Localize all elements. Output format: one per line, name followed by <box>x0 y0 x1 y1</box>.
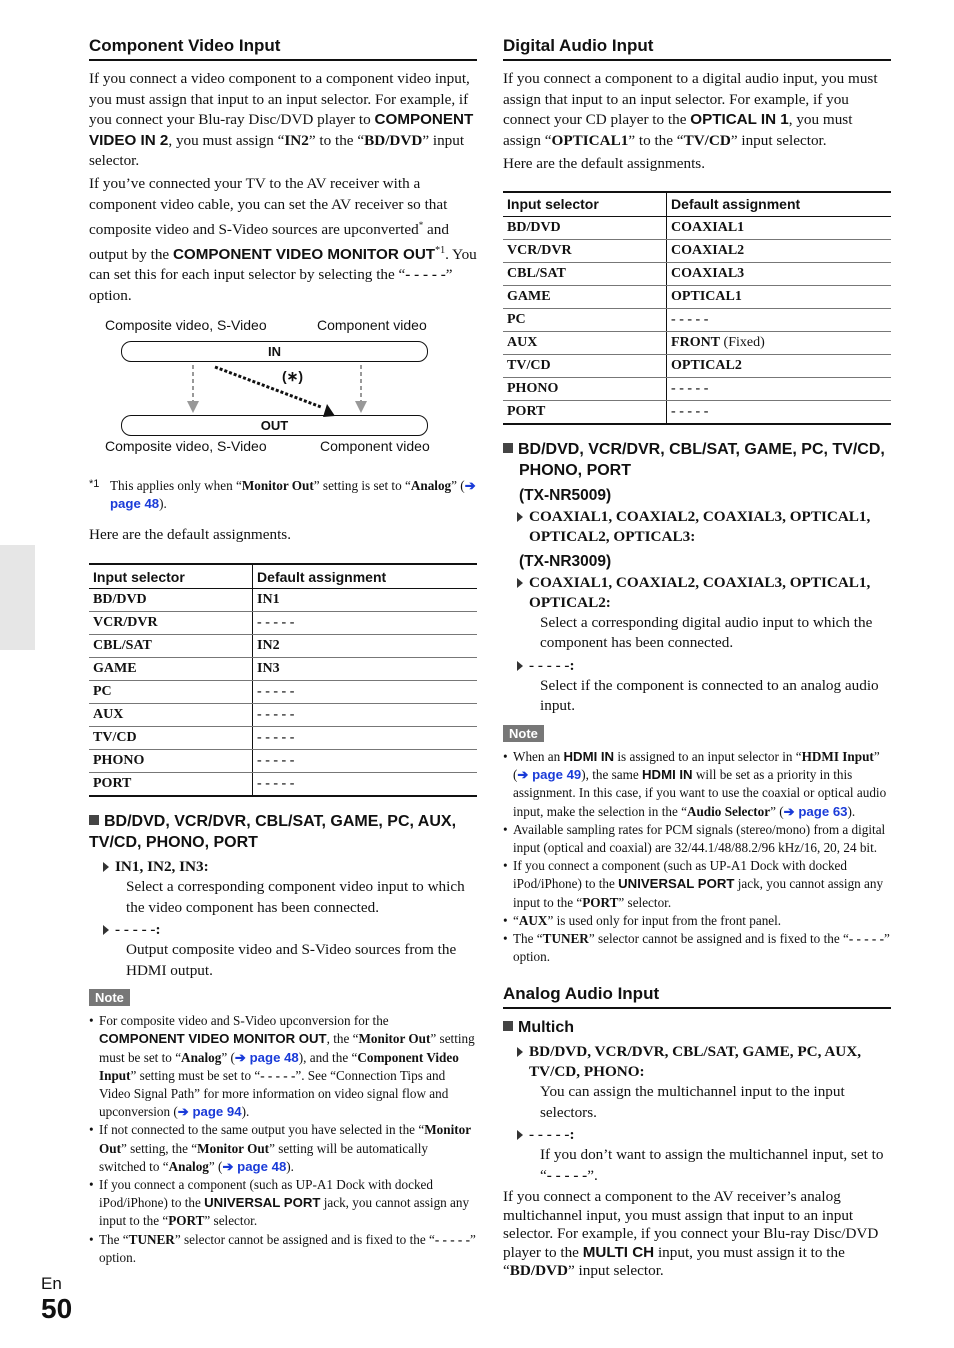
component-video-heading: Component Video Input <box>89 36 477 61</box>
table-row: GAME IN3 <box>89 658 477 681</box>
table-row: BD/DVD COAXIAL1 <box>503 216 891 239</box>
table-row: PORT - - - - - <box>89 773 477 797</box>
diagram-out-bar: OUT <box>121 415 428 436</box>
table-row: PC - - - - - <box>89 681 477 704</box>
footnote-1: *1 This applies only when “Monitor Out” setting is set to “Analog” (➔ page 48). <box>89 477 476 511</box>
page-49-link[interactable]: ➔ page 49 <box>517 767 582 783</box>
digital-audio-intro: If you connect a component to a digital audio input, you must assign that input to an input selector. For example, if you connect your CD player to the OPTICAL IN 1, you must assign “OPTICAL1” to the “TV/CD” input selector. <box>503 70 878 149</box>
note-badge: Note <box>89 989 130 1006</box>
diagram-upconvert-star: (∗) <box>282 367 304 384</box>
diagram-top-left-label: Composite video, S-Video <box>105 316 267 333</box>
table-row: TV/CD OPTICAL2 <box>503 354 891 377</box>
table-header: Input selector <box>89 564 253 589</box>
language-label: En <box>41 1274 62 1293</box>
note-item: • For composite video and S-Video upconversion for the COMPONENT VIDEO MONITOR OUT, the “Monitor Out” setting must be set to “Analog” (➔ page 48), and the “Component Video Input” setting must be set to “- - - - -”. See “Connection Tips and Video Signal Path” for more information on video signal flow and upconversion (➔ page 94). <box>89 1012 477 1121</box>
diagram-top-right-label: Component video <box>317 316 427 333</box>
page-63-link[interactable]: ➔ page 63 <box>783 803 848 819</box>
table-row: PC - - - - - <box>503 308 891 331</box>
option-multich-selectors: BD/DVD, VCR/DVR, CBL/SAT, GAME, PC, AUX, TV/CD, PHONO: <box>513 1042 891 1082</box>
table-row: VCR/DVR - - - - - <box>89 612 477 635</box>
page-48-link[interactable]: ➔ page 48 <box>110 477 476 511</box>
note-badge: Note <box>503 725 544 742</box>
page-48-link[interactable]: ➔ page 48 <box>234 1049 299 1065</box>
option-none: - - - - -: <box>99 920 477 940</box>
component-video-intro: If you connect a video component to a component video input, you must assign that input to an input selector. For example, if you connect your Blu-ray Disc/DVD player to COMPONENT VIDEO IN 2, you must assign “IN2” to the “BD/DVD” input selector. <box>89 70 474 170</box>
right-column <box>503 36 891 1283</box>
table-row: BD/DVD IN1 <box>89 589 477 612</box>
table-row: PHONO - - - - - <box>89 750 477 773</box>
note-item: • The “TUNER” selector cannot be assigned and is fixed to the “- - - - -” option. <box>503 930 891 966</box>
multich-section-title: Multich <box>503 1017 891 1038</box>
option-none: - - - - -: <box>513 1125 891 1145</box>
left-column <box>89 36 477 1267</box>
digital-audio-defaults-table <box>503 191 891 425</box>
table-row: PORT - - - - - <box>503 400 891 424</box>
diagram-bottom-left-label: Composite video, S-Video <box>105 437 267 454</box>
table-row: AUX - - - - - <box>89 704 477 727</box>
option-none-description: Output composite video and S-Video sources from the HDMI output. <box>126 941 457 979</box>
diagram-bottom-right-label: Component video <box>320 437 430 454</box>
component-selector-section-title: BD/DVD, VCR/DVR, CBL/SAT, GAME, PC, AUX, TV/CD, PHONO, PORT <box>89 813 457 852</box>
option-in-description: Select a corresponding component video input to which the video component has been connected. <box>126 878 465 916</box>
option-multich-description: You can assign the multichannel input to the input selectors. <box>540 1083 845 1121</box>
component-default-intro: Here are the default assignments. <box>89 525 291 543</box>
square-bullet-icon <box>503 1021 513 1031</box>
table-row: GAME OPTICAL1 <box>503 285 891 308</box>
digital-default-intro: Here are the default assignments. <box>503 155 705 173</box>
option-none: - - - - -: <box>513 656 891 676</box>
table-header: Default assignment <box>667 192 891 217</box>
model-tx-nr3009: (TX-NR3009) <box>519 552 612 570</box>
table-row: PHONO - - - - - <box>503 377 891 400</box>
component-notes <box>89 1012 477 1267</box>
note-item: • When an HDMI IN is assigned to an input selector in “HDMI Input” (➔ page 49), the same HDMI IN will be set as a priority in this assignment. In this case, if you want to use the coaxial or optical audio input, make the selection in the “Audio Selector” (➔ page 63). <box>503 748 891 821</box>
analog-audio-paragraph: If you connect a component to the AV receiver’s analog multichannel input, you must assign that input to an input selector. For example, if you connect your Blu-ray Disc/DVD player to the MULTI CH input, you must assign it to the “BD/DVD” input selector. <box>503 1188 879 1280</box>
table-row: CBL/SAT COAXIAL3 <box>503 262 891 285</box>
table-header: Input selector <box>503 192 667 217</box>
square-bullet-icon <box>503 443 513 453</box>
note-item: • If you connect a component (such as UP-A1 Dock with docked iPod/iPhone) to the UNIVERSAL PORT jack, you cannot assign any input to the “PORT” selector. <box>503 857 891 912</box>
page-number: 50 <box>41 1293 73 1324</box>
table-row: AUX FRONT (Fixed) <box>503 331 891 354</box>
upconversion-diagram <box>89 317 477 467</box>
table-row: CBL/SAT IN2 <box>89 635 477 658</box>
diagram-in-bar: IN <box>121 341 428 362</box>
side-tab-marker <box>0 545 35 650</box>
analog-audio-heading: Analog Audio Input <box>503 984 891 1009</box>
digital-audio-heading: Digital Audio Input <box>503 36 891 61</box>
note-item: • The “TUNER” selector cannot be assigned and is fixed to the “- - - - -” option. <box>89 1231 477 1267</box>
note-item: • If you connect a component (such as UP-A1 Dock with docked iPod/iPhone) to the UNIVERSAL PORT jack, you cannot assign any input to the “PORT” selector. <box>89 1176 477 1231</box>
digital-notes <box>503 748 891 966</box>
model-tx-nr5009: (TX-NR5009) <box>519 486 612 504</box>
option-nr3009-inputs: COAXIAL1, COAXIAL2, COAXIAL3, OPTICAL1, OPTICAL2: <box>513 573 891 613</box>
option-nr5009-inputs: COAXIAL1, COAXIAL2, COAXIAL3, OPTICAL1, OPTICAL2, OPTICAL3: <box>513 507 891 547</box>
note-item: • If not connected to the same output you have selected in the “Monitor Out” setting, the “Monitor Out” setting will be automatically switched to “Analog” (➔ page 48). <box>89 1121 477 1176</box>
option-none-description: Select if the component is connected to an analog audio input. <box>540 676 879 715</box>
option-none-description: If you don’t want to assign the multichannel input, set to “- - - - -”. <box>540 1146 884 1184</box>
note-item: • Available sampling rates for PCM signals (stereo/mono) from a digital input (optical and coaxial) are 32/44.1/48/88.2/96 kHz/16, 20, 24 bit. <box>503 821 891 857</box>
component-video-upconvert: If you’ve connected your TV to the AV receiver with a component video cable, you can set the AV receiver so that composite video and S-Video sources are upconverted* and output by the COMPONENT VIDEO MONITOR OUT$^{*1}$. You can set this for each input selector by selecting the “- - - - -” option. <box>89 174 477 305</box>
digital-selector-section-title: BD/DVD, VCR/DVR, CBL/SAT, GAME, PC, TV/CD, PHONO, PORT <box>503 439 891 481</box>
table-row: TV/CD - - - - - <box>89 727 477 750</box>
table-row: VCR/DVR COAXIAL2 <box>503 239 891 262</box>
square-bullet-icon <box>89 815 99 825</box>
note-item: • “AUX” is used only for input from the front panel. <box>503 912 891 930</box>
page-number-block <box>41 1274 72 1324</box>
page-48-link[interactable]: ➔ page 48 <box>222 1158 287 1174</box>
option-in1-in2-in3: IN1, IN2, IN3: <box>99 857 477 877</box>
table-header: Default assignment <box>253 564 477 589</box>
page-94-link[interactable]: ➔ page 94 <box>177 1104 242 1120</box>
option-digital-description: Select a corresponding digital audio input to which the component has been connected. <box>540 613 873 652</box>
component-video-defaults-table <box>89 563 477 797</box>
